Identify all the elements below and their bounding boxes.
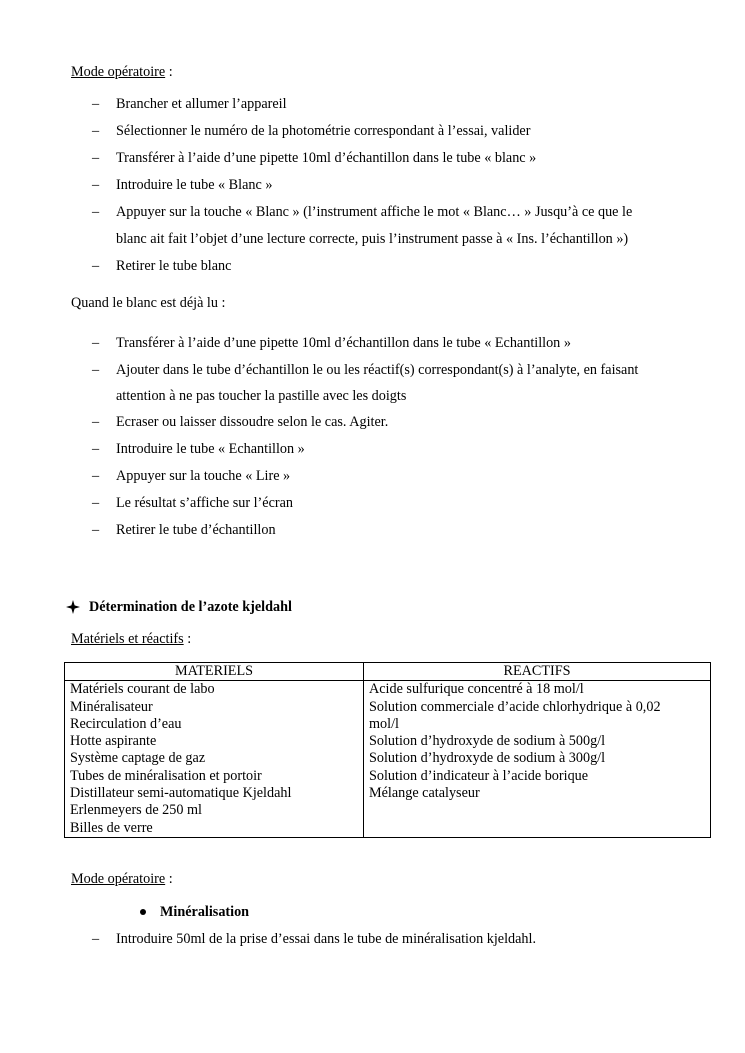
bullet-dot-icon [140,909,146,915]
table-cell-line: Solution d’indicateur à l’acide borique [369,767,589,784]
table-cell-line: mol/l [369,715,399,732]
table-cell-line: Distillateur semi-automatique Kjeldahl [70,785,292,802]
diamond-bullet-icon [66,600,80,614]
table-header-row [65,663,711,681]
table-cell-line: Erlenmeyers de 250 ml [70,802,202,819]
table-cell-line: Billes de verre [70,819,153,836]
materiels-cell [65,681,364,838]
table-row [65,681,711,838]
mode-operatoire-heading-2: Mode opératoire : [71,871,173,887]
mode-operatoire-heading: Mode opératoire : [71,64,173,80]
list-item-continuation: attention à ne pas toucher la pastille avec les doigts [116,388,407,404]
section-title: Détermination de l’azote kjeldahl [89,599,292,615]
column-header-materiels: MATERIELS [65,663,364,681]
table-cell-line: Recirculation d’eau [70,715,182,732]
table-cell-line: Tubes de minéralisation et portoir [70,767,262,784]
table-cell-line: Matériels courant de labo [70,681,215,698]
table-cell-line: Solution d’hydroxyde de sodium à 500g/l [369,733,606,750]
subsection-title: Minéralisation [160,904,250,920]
materiels-reactifs-table [64,662,711,838]
table-cell-line: Hotte aspirante [70,733,157,750]
table-cell-line: Acide sulfurique concentré à 18 mol/l [369,681,584,698]
materiels-reactifs-heading: Matériels et réactifs : [71,631,192,647]
list-item-continuation: blanc ait fait l’objet d’une lecture correcte, puis l’instrument passe à « Ins. l’échantillon ») [116,231,629,247]
blanc-intro: Quand le blanc est déjà lu : [71,295,226,311]
table-cell-line: Solution commerciale d’acide chlorhydrique à 0,02 [369,698,661,715]
reactifs-cell [364,681,711,838]
table-cell-line: Système captage de gaz [70,750,206,767]
column-header-reactifs: REACTIFS [364,663,711,681]
table-cell-line: Solution d’hydroxyde de sodium à 300g/l [369,750,606,767]
table-cell-line: Minéralisateur [70,698,153,715]
table-cell-line: Mélange catalyseur [369,785,480,802]
